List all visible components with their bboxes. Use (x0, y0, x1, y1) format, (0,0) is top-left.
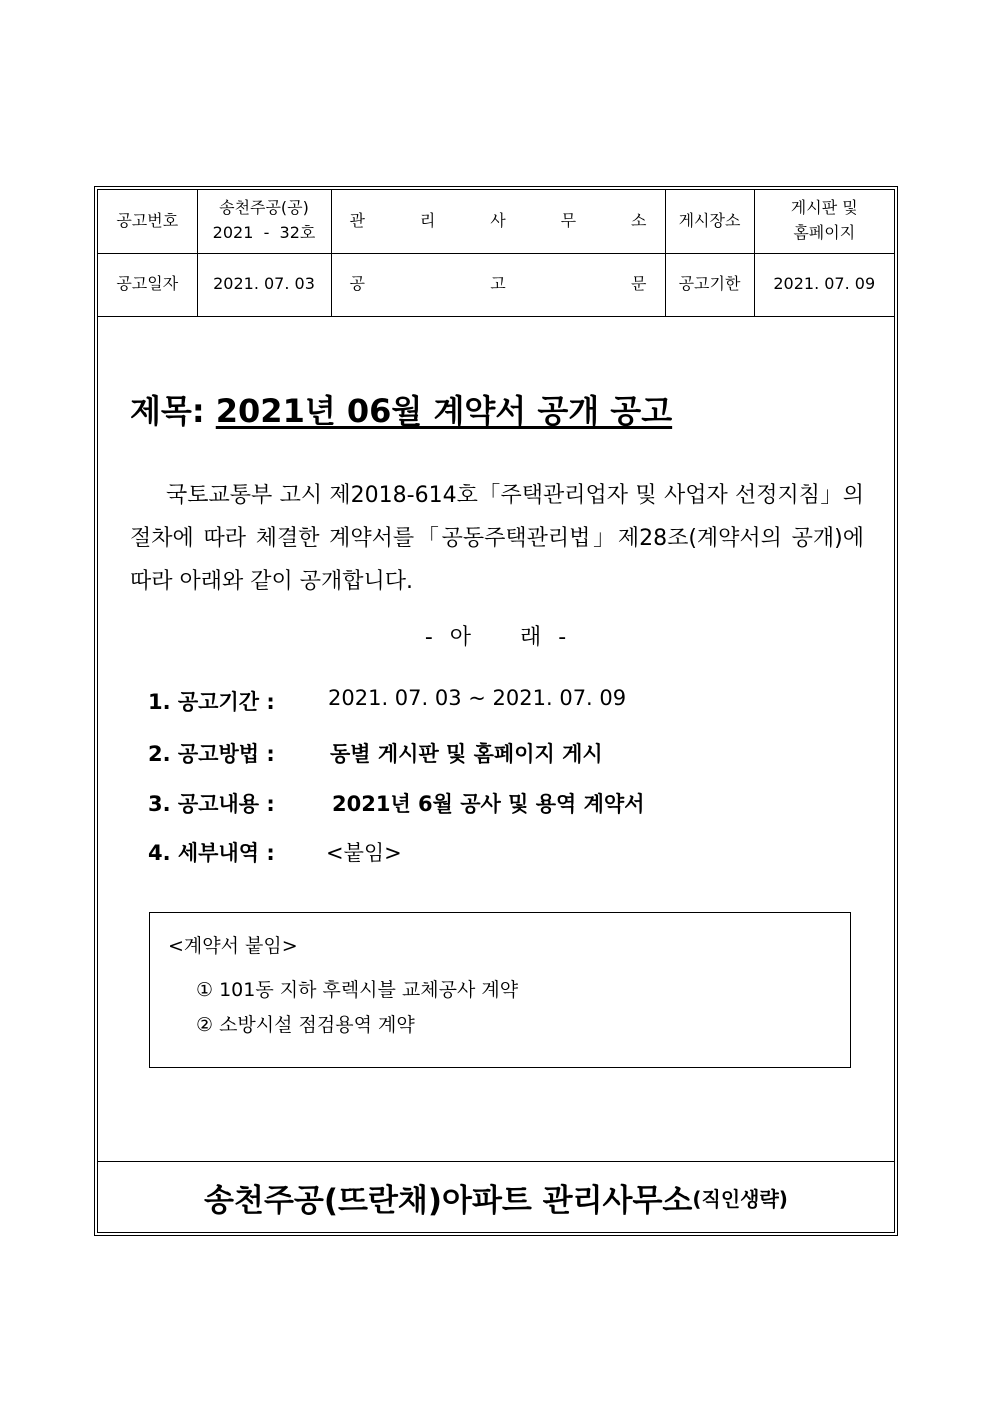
notice-char: 고 (490, 274, 506, 294)
notice-no-value (197, 190, 331, 253)
footer-seal-note: (직인생략) (692, 1186, 788, 1211)
date-label: 공고일자 (98, 253, 197, 316)
title-prefix: 제목: (130, 392, 216, 430)
item-value: 2021년 6월 공사 및 용역 계약서 (332, 792, 645, 816)
body-paragraph: 국토교통부 고시 제2018-614호「주택관리업자 및 사업자 선정지침」의 절차에 따라 체결한 계약서를「공동주택관리법」제28조(계약서의 공개)에 따라 아래와 같이 공개합니다. (130, 483, 864, 594)
page-title (130, 386, 672, 432)
office-heading (331, 190, 665, 253)
notice-no-label: 공고번호 (98, 190, 197, 253)
place-label: 게시장소 (665, 190, 754, 253)
footer-org-name: 송천주공(뜨란채)아파트 관리사무소 (204, 1182, 693, 1219)
item-value: 동별 게시판 및 홈페이지 게시 (330, 742, 603, 766)
deadline-label: 공고기한 (665, 253, 754, 316)
notice-heading (331, 253, 665, 316)
item-value: <붙임> (326, 841, 402, 865)
attachment-heading: <계약서 붙임> (168, 935, 298, 957)
list-item (148, 837, 402, 867)
arae-heading: - 아 래 - (424, 625, 568, 650)
header-table (98, 190, 894, 317)
notice-no-line1: 송천주공(공) (219, 198, 309, 218)
place-value (754, 190, 894, 253)
notice-char: 문 (631, 274, 647, 294)
attachment-line: ② 소방시설 점검용역 계약 (196, 1014, 415, 1036)
list-item (148, 738, 603, 768)
notice-char: 공 (349, 274, 365, 294)
list-item (148, 788, 645, 818)
notice-inner-frame (97, 189, 895, 1233)
deadline-value: 2021. 07. 09 (754, 253, 894, 316)
attachment-line: ① 101동 지하 후렉시블 교체공사 계약 (196, 979, 519, 1001)
list-item (148, 686, 627, 716)
place-line2: 홈페이지 (793, 223, 856, 243)
attachment-box (149, 912, 851, 1068)
item-label: 2. 공고방법 : (148, 742, 275, 766)
item-label: 4. 세부내역 : (148, 841, 275, 865)
notice-no-line2: 2021 - 32호 (212, 223, 316, 243)
notice-frame (94, 186, 898, 1236)
place-line1: 게시판 및 (790, 198, 858, 218)
item-label: 3. 공고내용 : (148, 792, 275, 816)
title-text: 2021년 06월 계약서 공개 공고 (215, 392, 673, 430)
office-char: 사 (490, 210, 506, 230)
office-char: 리 (419, 210, 436, 230)
item-label: 1. 공고기간 : (148, 690, 275, 714)
item-value: 2021. 07. 03 ~ 2021. 07. 09 (328, 686, 627, 710)
date-value: 2021. 07. 03 (197, 253, 331, 316)
office-char: 무 (560, 210, 577, 230)
office-char: 소 (631, 210, 647, 230)
footer-org (98, 1161, 894, 1232)
office-char: 관 (349, 210, 365, 230)
